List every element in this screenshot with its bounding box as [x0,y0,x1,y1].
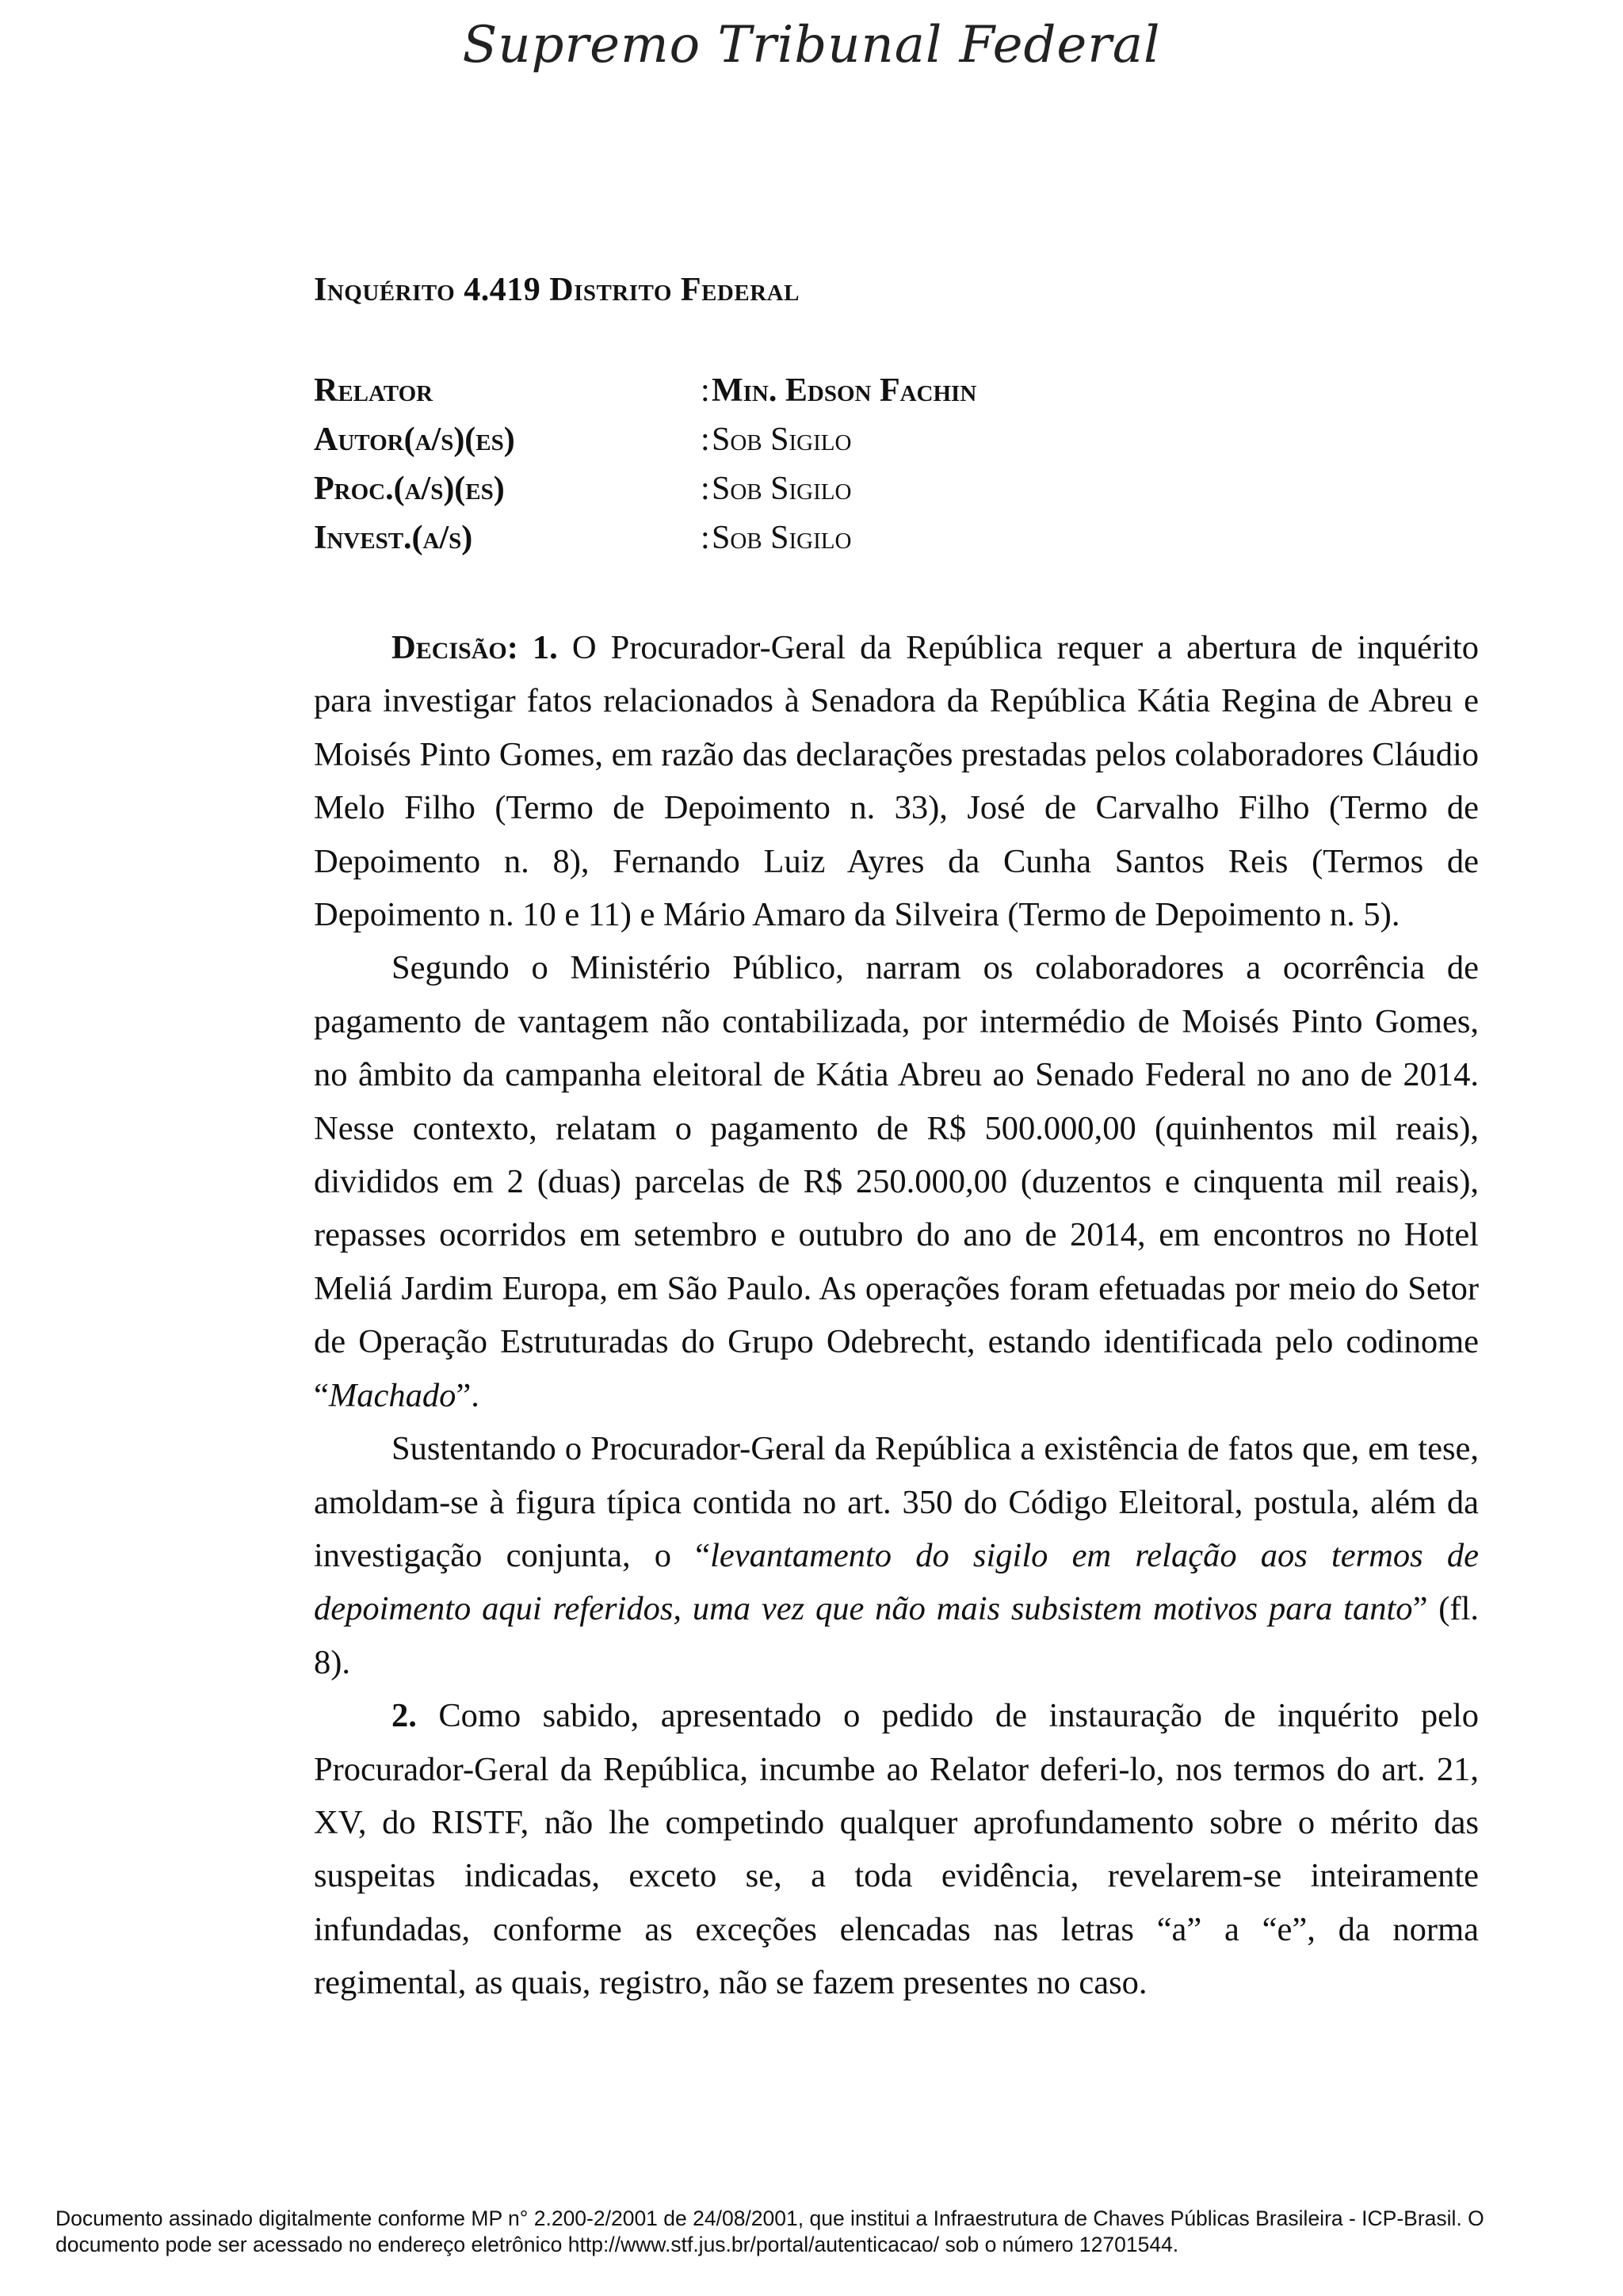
party-row-invest [314,513,976,563]
paragraph-text: Sustentando o Procurador-Geral da República a existência de fatos que, em tese, amoldam-se à figura típica contida no art. 350 do Código Eleitoral, postula, além da investigação conjunta, o “ [314,1430,1479,1574]
party-row-proc [314,464,976,513]
party-name: Sob Sigilo [712,421,852,458]
party-separator: : [701,520,710,556]
paragraph-1 [314,621,1479,941]
party-separator: : [701,471,710,507]
party-name: Sob Sigilo [712,471,852,507]
paragraph-text: Segundo o Ministério Público, narram os colaboradores a ocorrência de pagamento de vantagem não contabilizada, por intermédio de Moisés Pinto Gomes, no âmbito da campanha eleitoral de Kátia Abreu ao Senado Federal no ano de 2014. Nesse contexto, relatam o pagamento de R$ 500.000,00 (quinhentos mil reais), divididos em 2 (duas) parcelas de R$ 250.000,00 (duzentos e cinquenta mil reais), repasses ocorridos em setembro e outubro do ano de 2014, em encontros no Hotel Meliá Jardim Europa, em São Paulo. As operações foram efetuadas por meio do Setor de Operação Estruturadas do Grupo Odebrecht, estando identificada pelo codinome “ [314,949,1479,1414]
section-number: 2. [391,1697,417,1735]
party-name: Min. Edson Fachin [712,372,977,409]
decision-heading: Decisão: 1. [391,629,558,666]
party-row-autor [314,415,976,464]
italic-text: Machado [328,1376,456,1414]
paragraph-2 [314,941,1479,1422]
italic-quote: levantamento do sigilo em relação aos termos de depoimento aqui referidos, uma vez que não mais subsistem motivos para tanto [314,1536,1479,1628]
footer-line-2: documento pode ser acessado no endereço eletrônico http://www.stf.jus.br/portal/autenticacao/ sob o número 12701544. [55,2233,1179,2256]
party-row-relator [314,366,976,415]
party-role: Invest.(a/s) [314,520,473,556]
document-title: Inquérito 4.419 Distrito Federal [314,272,800,308]
party-role: Autor(a/s)(es) [314,421,515,458]
decision-body [314,621,1479,2010]
digital-signature-footer [55,2206,1577,2258]
party-separator: : [701,421,710,458]
party-role: Relator [314,372,433,409]
party-separator: : [701,372,710,409]
parties-block [314,366,976,563]
paragraph-text: O Procurador-Geral da República requer a abertura de inquérito para investigar fatos relacionados à Senadora da República Kátia Regina de Abreu e Moisés Pinto Gomes, em razão das declarações prestadas pelos colaboradores Cláudio Melo Filho (Termo de Depoimento n. 33), José de Carvalho Filho (Termo de Depoimento n. 8), Fernando Luiz Ayres da Cunha Santos Reis (Termos de Depoimento n. 10 e 11) e Mário Amaro da Silveira (Termo de Depoimento n. 5). [314,629,1479,934]
court-header: Supremo Tribunal Federal [462,16,1161,74]
footer-line-1: Documento assinado digitalmente conforme MP n° 2.200-2/2001 de 24/08/2001, que institui a Infraestrutura de Chaves Públicas Brasileira - ICP-Brasil. O [55,2206,1484,2230]
party-role: Proc.(a/s)(es) [314,471,505,507]
paragraph-end: ” (fl. 8). [314,1590,1479,1681]
paragraph-3 [314,1422,1479,1689]
party-name: Sob Sigilo [712,520,852,556]
paragraph-end: ”. [456,1376,479,1414]
paragraph-4 [314,1689,1479,2009]
paragraph-text: Como sabido, apresentado o pedido de instauração de inquérito pelo Procurador-Geral da República, incumbe ao Relator deferi-lo, nos termos do art. 21, XV, do RISTF, não lhe competindo qualquer aprofundamento sobre o mérito das suspeitas indicadas, exceto se, a toda evidência, revelarem-se inteiramente infundadas, conforme as exceções elencadas nas letras “a” a “e”, da norma regimental, as quais, registro, não se fazem presentes no caso. [314,1697,1479,2002]
